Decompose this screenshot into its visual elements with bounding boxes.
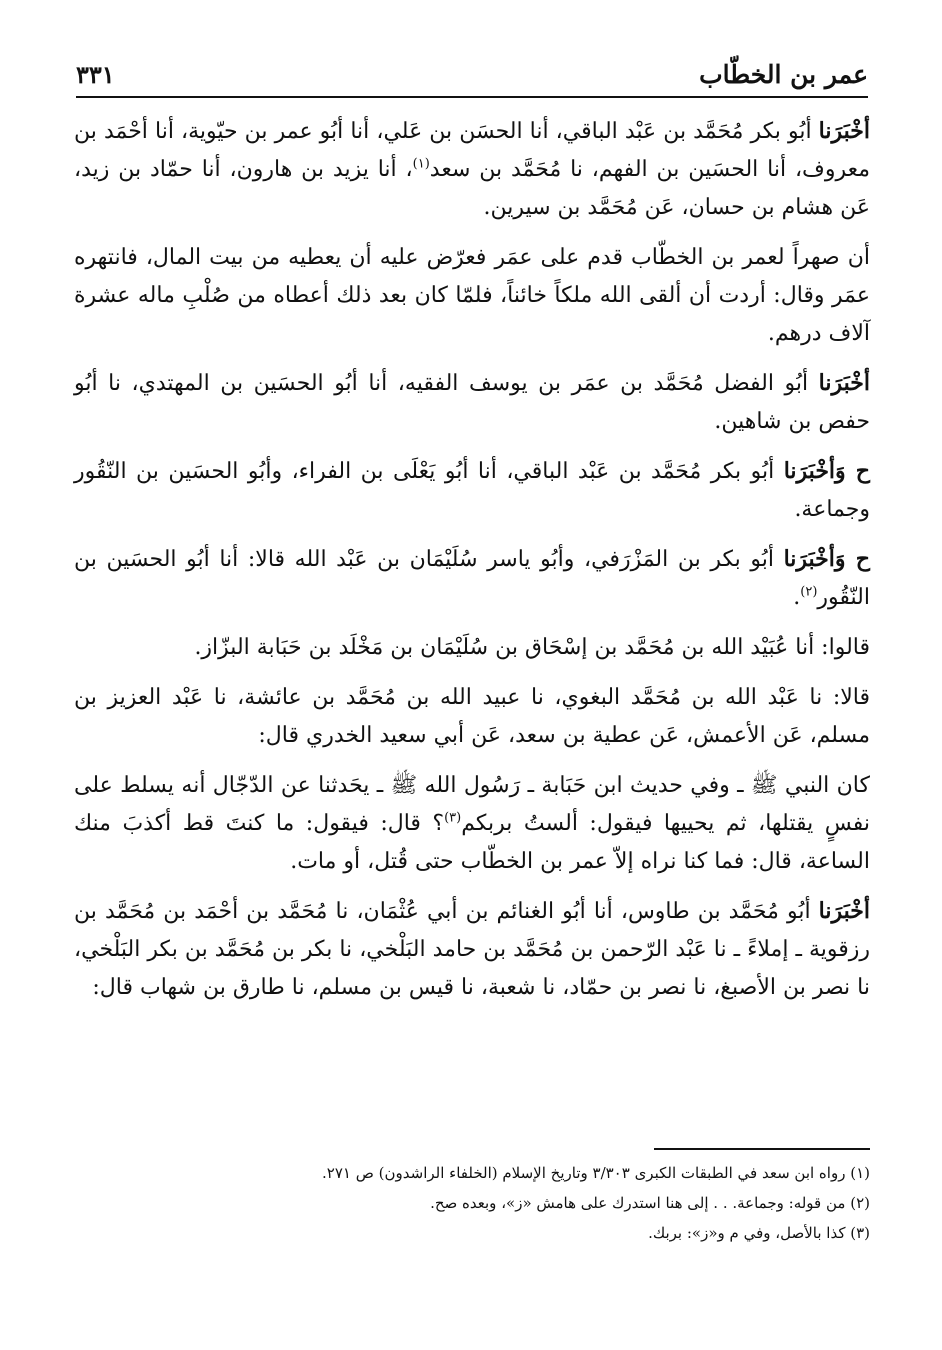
paragraph: [74, 238, 870, 353]
paragraph-lead: أخْبَرَنا: [818, 370, 870, 396]
header-title: عمر بن الخطّاب: [699, 60, 868, 89]
paragraph: [74, 628, 870, 667]
paragraph-lead: ح وَأخْبَرَنا: [783, 546, 870, 572]
paragraph-text-after: .: [793, 585, 801, 610]
paragraph-text: أبُو الفضل مُحَمَّد بن عمَر بن يوسف الفقيه، أنا أبُو الحسَين بن المهتدي، نا أبُو حفص بن شاهين.: [74, 371, 870, 434]
main-text: [74, 112, 870, 1018]
paragraph-text: أبُو بكر بن المَزْرَفي، وأبُو ياسر سُلَيْمَان بن عَبْد الله قالا: أنا أبُو الحسَين بن النّقُور: [74, 547, 870, 610]
paragraph: [74, 452, 870, 529]
paragraph-lead: ح وَأخْبَرَنا: [783, 458, 870, 484]
footnote: (١) رواه ابن سعد في الطبقات الكبرى ٣/٣٠٣ وتاريخ الإسلام (الخلفاء الراشدون) ص ٢٧١.: [322, 1164, 870, 1182]
paragraph: [74, 892, 870, 1007]
paragraph-text: أبُو مُحَمَّد بن طاوس، أنا أبُو الغنائم بن أبي عُثْمَان، نا مُحَمَّد بن أحْمَد بن مُحَمَّد بن رزقوية ـ إملاءً ـ نا عَبْد الرّحمن بن مُحَمَّد بن حامد البَلْخي، نا بكر بن مُحَمَّد بن بكر البَلْخي، نا نصر بن الأصبغ، نا نصر بن حمّاد، نا شعبة، نا قيس بن مسلم، نا طارق بن شهاب قال:: [74, 899, 870, 1000]
paragraph-text: أبُو بكر مُحَمَّد بن عَبْد الباقي، أنا الحسَن بن عَلي، أنا أبُو عمر بن حيّوية، أنا أحْمَد بن معروف، أنا الحسَين بن الفهم، نا مُحَمَّد بن سعد: [74, 119, 871, 182]
paragraph: [74, 678, 870, 755]
paragraph-text: قالوا: أنا عُبَيْد الله بن مُحَمَّد بن إسْحَاق بن سُلَيْمَان بن مَخْلَد بن حَبَابة البزّاز.: [194, 635, 870, 660]
footnote-ref: (١): [412, 156, 430, 172]
paragraph: [74, 112, 870, 227]
paragraph-text: أن صهراً لعمر بن الخطّاب قدم على عمَر فعرّض عليه أن يعطيه من بيت المال، فانتهره عمَر وقال: أردت أن ألقى الله ملكاً خائناً، فلمّا كان بعد ذلك أعطاه من صُلْبِ ماله عشرة آلاف درهم.: [74, 245, 870, 346]
footnote-ref: (٢): [800, 584, 818, 600]
footnote-ref: (٣): [444, 810, 462, 826]
paragraph-lead: أخْبَرَنا: [818, 898, 870, 924]
footnote-divider: [654, 1148, 870, 1150]
paragraph: [74, 540, 870, 617]
paragraph-text-after: ؟ قال: فيقول: ما كنتَ قط أكذبَ منك الساعة، قال: فما كنا نراه إلاّ عمر بن الخطّاب حتى قُتل، أو مات.: [74, 811, 870, 874]
paragraph-text: كان النبي ﷺ ـ وفي حديث ابن حَبَابة ـ رَسُول الله ﷺ ـ يحَدثنا عن الدّجّال أنه يسلط على نفسٍ يقتلها، ثم يحييها فيقول: ألستُ بربكم: [74, 773, 870, 836]
paragraph-text-after: ، أنا يزيد بن هارون، أنا حمّاد بن زيد، عَن هشام بن حسان، عَن مُحَمَّد بن سيرين.: [74, 157, 870, 220]
footnote: (٣) كذا بالأصل، وفي م و«ز»: بربك.: [648, 1224, 870, 1242]
paragraph-lead: أخْبَرَنا: [818, 118, 870, 144]
paragraph: [74, 364, 870, 441]
paragraph-text: أبُو بكر مُحَمَّد بن عَبْد الباقي، أنا أبُو يَعْلَى بن الفراء، وأبُو الحسَين بن النّقُور وجماعة.: [74, 459, 870, 522]
paragraph: [74, 766, 870, 881]
footnotes: [74, 1158, 870, 1248]
footnote: (٢) من قوله: وجماعة. . . إلى هنا استدرك على هامش «ز»، وبعده صح.: [430, 1194, 870, 1212]
page-number: ٣٣١: [76, 60, 115, 89]
running-header: [76, 56, 868, 98]
paragraph-text: قالا: نا عَبْد الله بن مُحَمَّد البغوي، نا عبيد الله بن مُحَمَّد بن عائشة، نا عَبْد العزيز بن مسلم، عَن الأعمش، عَن عطية بن سعد، عَن أبي سعيد الخدري قال:: [74, 685, 870, 748]
